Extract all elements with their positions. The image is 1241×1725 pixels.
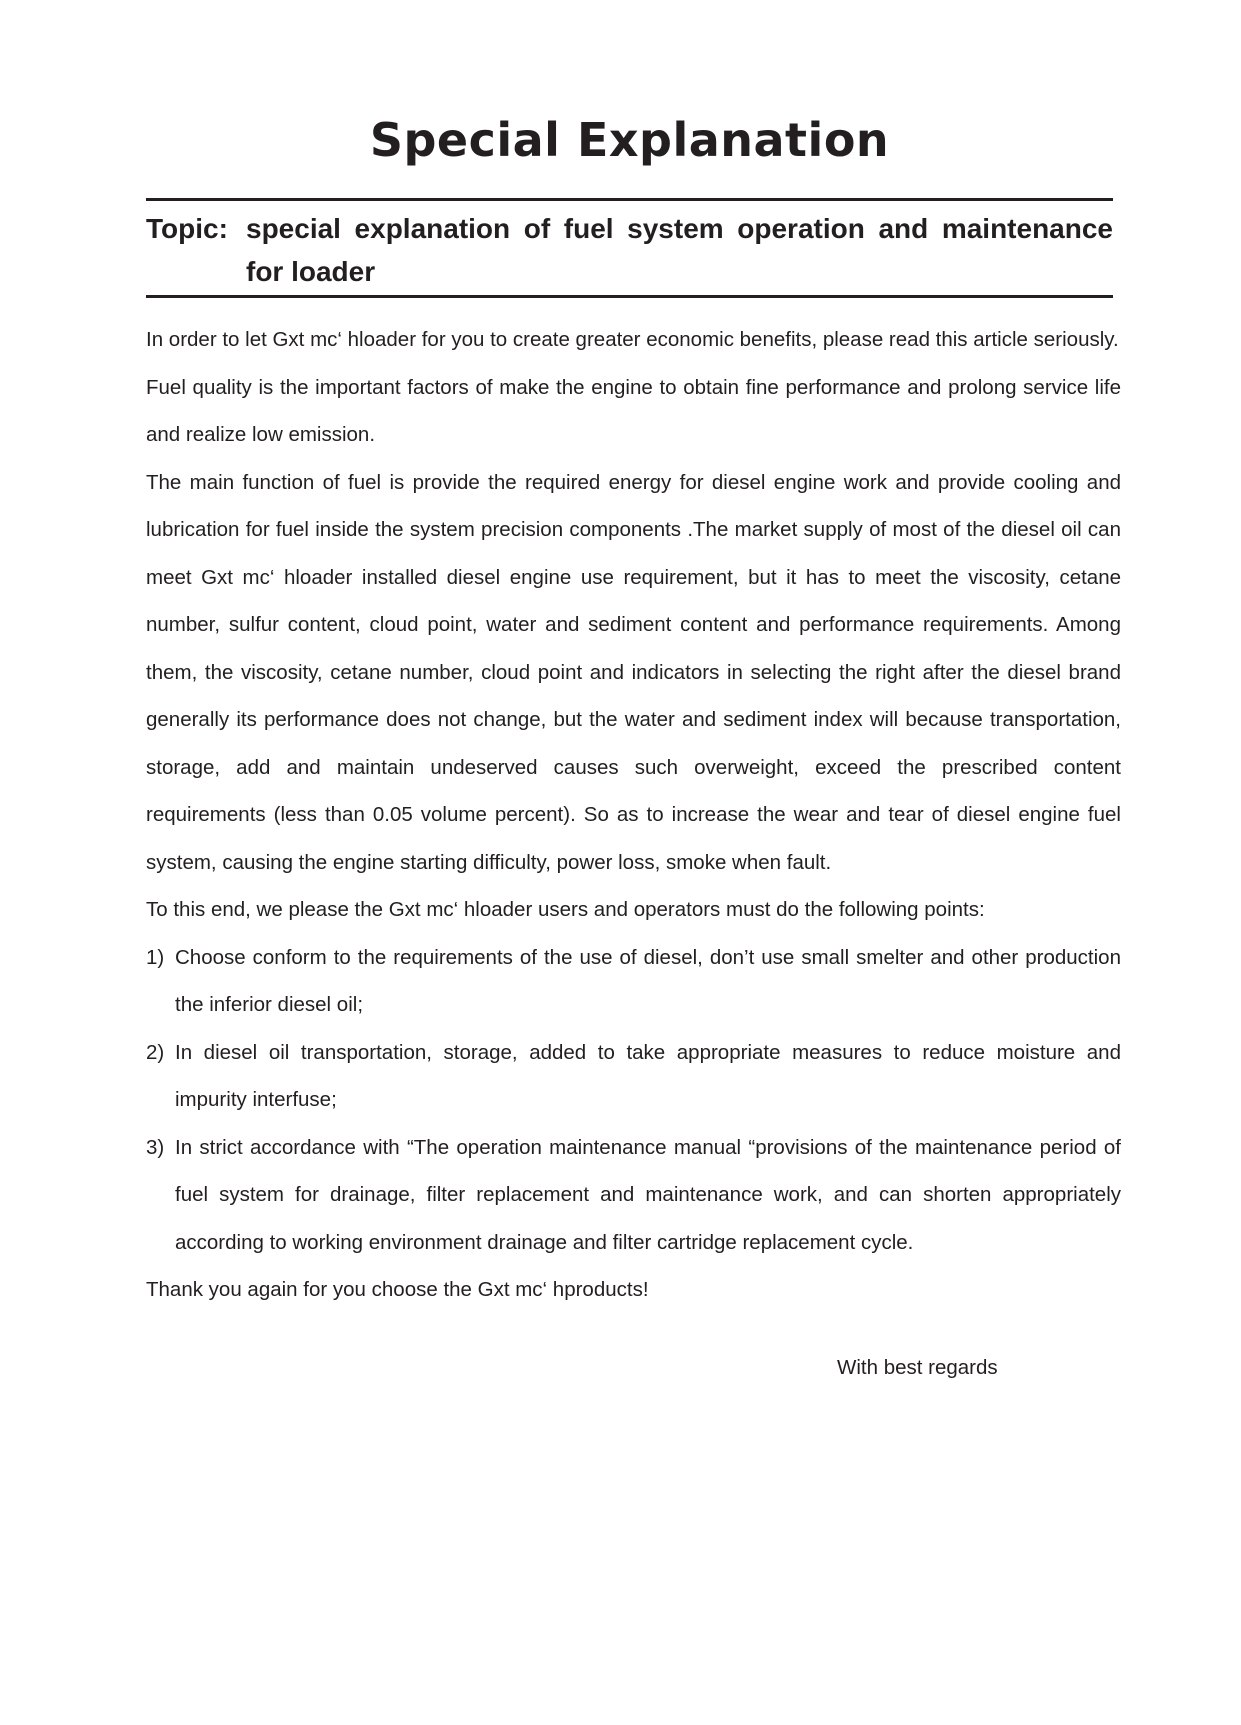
list-item-number: 1) [146, 945, 165, 969]
page-title: Special Explanation [369, 113, 890, 167]
signoff: With best regards [837, 1356, 998, 1379]
topic-heading [146, 207, 1113, 293]
list-item-text: In strict accordance with “The operation maintenance manual “provisions of the maintenance period of fuel system for drainage, filter replacement and maintenance work, and can shorten appropriately according to working environment drainage and filter cartridge replacement cycle. [175, 1135, 1121, 1254]
fuel-function-paragraph: The main function of fuel is provide the required energy for diesel engine work and provide cooling and lubrication for fuel inside the system precision components .The market supply of most of the diesel oil can meet Gxt mc‘ hloader installed diesel engine use requirement, but it has to meet the viscosity, cetane number, sulfur content, cloud point, water and sediment content and performance requirements. Among them, the viscosity, cetane number, cloud point and indicators in selecting the right after the diesel brand generally its performance does not change, but the water and sediment index will because transportation, storage, add and maintain undeserved causes such overweight, exceed the prescribed content requirements (less than 0.05 volume percent). So as to increase the wear and tear of diesel engine fuel system, causing the engine starting difficulty, power loss, smoke when fault. [146, 470, 1121, 874]
list-item-number: 3) [146, 1135, 165, 1159]
topic-bottom-rule [146, 295, 1113, 298]
list-item-text: Choose conform to the requirements of the use of diesel, don’t use small smelter and other production the inferior diesel oil; [175, 945, 1121, 1016]
topic-text: special explanation of fuel system operation and maintenance for loader [246, 213, 1113, 287]
document-body [146, 316, 1121, 1314]
topic-label: Topic: [146, 213, 228, 244]
list-item [146, 1124, 1121, 1267]
list-item-number: 2) [146, 1040, 165, 1064]
instructions-intro-paragraph: To this end, we please the Gxt mc‘ hloader users and operators must do the following points: [146, 898, 985, 921]
list-item [146, 1029, 1121, 1124]
list-item-text: In diesel oil transportation, storage, added to take appropriate measures to reduce moisture and impurity interfuse; [175, 1040, 1121, 1111]
topic-top-rule [146, 198, 1113, 201]
closing-paragraph: Thank you again for you choose the Gxt mc‘ hproducts! [146, 1278, 649, 1301]
list-item [146, 934, 1121, 1029]
fuel-quality-paragraph: Fuel quality is the important factors of make the engine to obtain fine performance and prolong service life and realize low emission. [146, 375, 1121, 446]
intro-paragraph: In order to let Gxt mc‘ hloader for you to create greater economic benefits, please read this article seriously. [146, 328, 1119, 351]
